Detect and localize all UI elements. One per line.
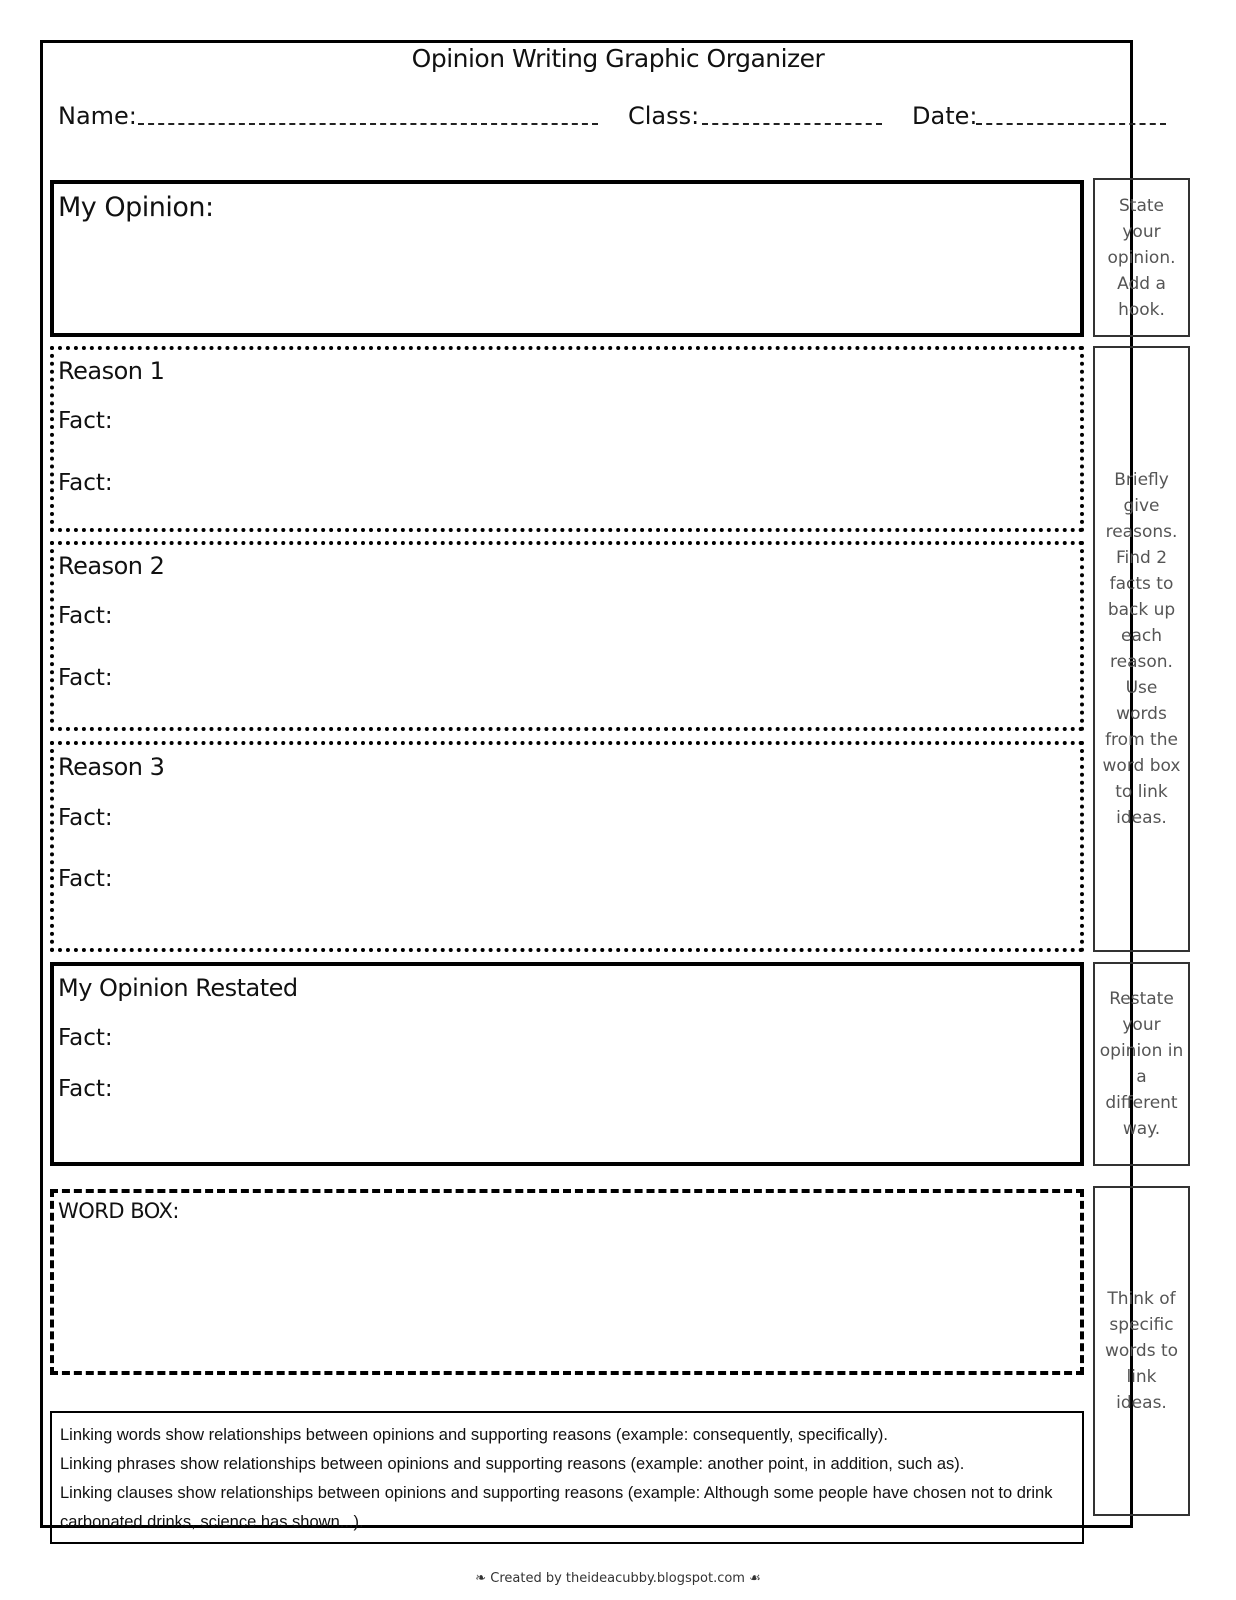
reasons-hint: Briefly give reasons. Find 2 facts to back up each reason. Use words from the word box to link ideas. [1093, 346, 1190, 952]
word-box[interactable] [50, 1189, 1084, 1375]
reason-2-fact-2-label: Fact: [58, 665, 113, 691]
class-label: Class: [628, 102, 700, 130]
flourish-right-icon: ☙ [749, 1571, 761, 1586]
reason-1-label: Reason 1 [58, 357, 165, 385]
linking-clauses-text: Linking clauses show relationships between opinions and supporting reasons (example: Although some people have chosen not to drink carbonated drinks, science has shown...). [60, 1484, 1053, 1531]
reason-1-fact-1-label: Fact: [58, 408, 113, 434]
reason-1-fact-2-label: Fact: [58, 470, 113, 496]
name-label: Name: [58, 102, 137, 130]
linking-words-text: Linking words show relationships between opinions and supporting reasons (example: consequently, specifically). [60, 1426, 888, 1444]
reason-2-fact-1-label: Fact: [58, 603, 113, 629]
opinion-label: My Opinion: [58, 192, 214, 223]
reason-3-label: Reason 3 [58, 753, 165, 781]
linking-info [50, 1411, 1084, 1544]
reason-2-box[interactable] [50, 541, 1084, 731]
reason-3-fact-1-label: Fact: [58, 805, 113, 831]
footer-credit: ❧ Created by theideacubby.blogspot.com ☙ [475, 1571, 761, 1586]
opinion-hint: State your opinion. Add a hook. [1093, 178, 1190, 337]
date-field[interactable] [976, 123, 1166, 125]
linking-phrases-text: Linking phrases show relationships between opinions and supporting reasons (example: another point, in addition, such as). [60, 1455, 965, 1473]
reason-3-fact-2-label: Fact: [58, 866, 113, 892]
date-label: Date: [912, 102, 978, 130]
reason-3-box[interactable] [50, 741, 1084, 952]
page-title: Opinion Writing Graphic Organizer [411, 44, 825, 73]
restated-fact-1-label: Fact: [58, 1025, 113, 1051]
name-field[interactable] [138, 123, 598, 125]
restated-label: My Opinion Restated [58, 974, 298, 1002]
reason-1-box[interactable] [50, 346, 1084, 532]
word-box-label: WORD BOX: [58, 1199, 179, 1223]
restated-fact-2-label: Fact: [58, 1076, 113, 1102]
word-box-hint: Think of specific words to link ideas. [1093, 1186, 1190, 1516]
restated-hint: Restate your opinion in a different way. [1093, 962, 1190, 1166]
class-field[interactable] [702, 123, 882, 125]
reason-2-label: Reason 2 [58, 552, 165, 580]
flourish-left-icon: ❧ [475, 1571, 487, 1586]
